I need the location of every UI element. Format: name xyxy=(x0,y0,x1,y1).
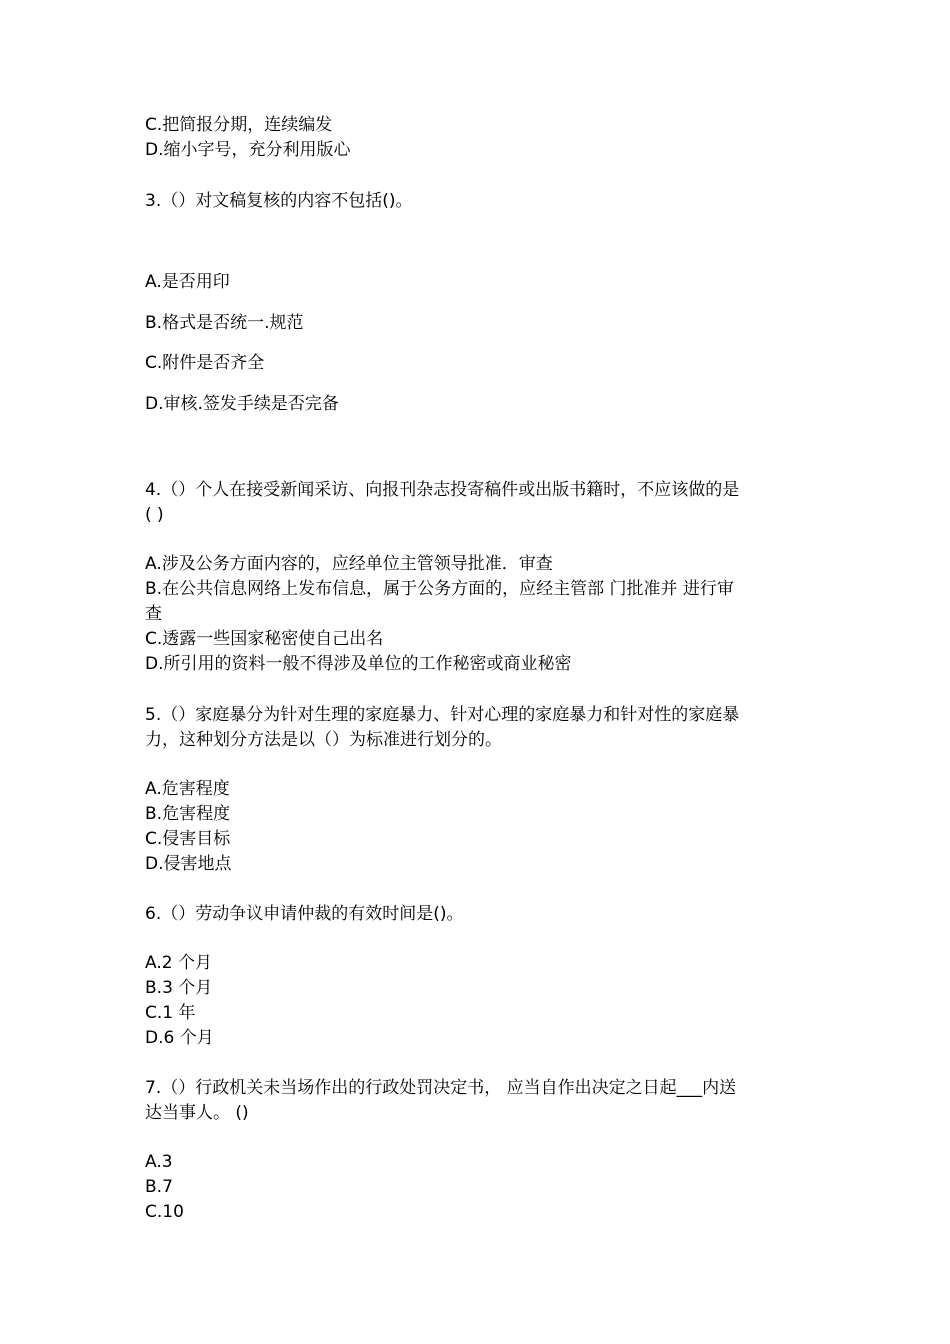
question-3-option-c: C.附件是否齐全 xyxy=(145,353,265,373)
question-4-option-a: A.涉及公务方面内容的，应经单位主管领导批准．审查 xyxy=(145,554,553,574)
question-5-stem-line-1: 5.（）家庭暴分为针对生理的家庭暴力、针对心理的家庭暴力和针对性的家庭暴 xyxy=(145,705,740,725)
question-6-option-d: D.6 个月 xyxy=(145,1028,214,1048)
question-6-option-c: C.1 年 xyxy=(145,1003,196,1023)
question-4-option-c: C.透露一些国家秘密使自己出名 xyxy=(145,629,384,649)
prev-option-d: D.缩小字号，充分利用版心 xyxy=(145,140,351,160)
question-3-stem: 3.（）对文稿复核的内容不包括()。 xyxy=(145,191,413,211)
question-7-stem-line-2: 达当事人。 () xyxy=(145,1103,249,1123)
question-7-option-c: C.10 xyxy=(145,1202,184,1222)
question-6-option-b: B.3 个月 xyxy=(145,978,213,998)
question-4-option-b: B.在公共信息网络上发布信息，属于公务方面的，应经主管部 门批准并 进行审 xyxy=(145,579,734,599)
question-5-option-b: B.危害程度 xyxy=(145,804,231,824)
question-7-option-b: B.7 xyxy=(145,1177,173,1197)
question-7-stem-line-1: 7.（）行政机关未当场作出的行政处罚决定书， 应当自作出决定之日起___内送 xyxy=(145,1078,737,1098)
question-4-stem-line-2: ( ) xyxy=(145,505,164,525)
question-5-option-d: D.侵害地点 xyxy=(145,854,232,874)
question-6-option-a: A.2 个月 xyxy=(145,953,212,973)
question-3-option-d: D.审核.签发手续是否完备 xyxy=(145,394,339,414)
question-5-option-c: C.侵害目标 xyxy=(145,829,231,849)
question-3-option-b: B.格式是否统一.规范 xyxy=(145,313,304,333)
question-4-stem-line-1: 4.（）个人在接受新闻采访、向报刊杂志投寄稿件或出版书籍时，不应该做的是 xyxy=(145,480,740,500)
question-6-stem: 6.（）劳动争议申请仲裁的有效时间是()。 xyxy=(145,904,464,924)
question-5-option-a: A.危害程度 xyxy=(145,779,230,799)
question-7-option-a: A.3 xyxy=(145,1152,173,1172)
prev-option-c: C.把简报分期，连续编发 xyxy=(145,115,333,135)
question-4-option-d: D.所引用的资料一般不得涉及单位的工作秘密或商业秘密 xyxy=(145,654,572,674)
question-3-option-a: A.是否用印 xyxy=(145,272,230,292)
question-4-option-b-cont: 查 xyxy=(145,604,162,624)
question-5-stem-line-2: 力，这种划分方法是以（）为标准进行划分的。 xyxy=(145,730,502,750)
